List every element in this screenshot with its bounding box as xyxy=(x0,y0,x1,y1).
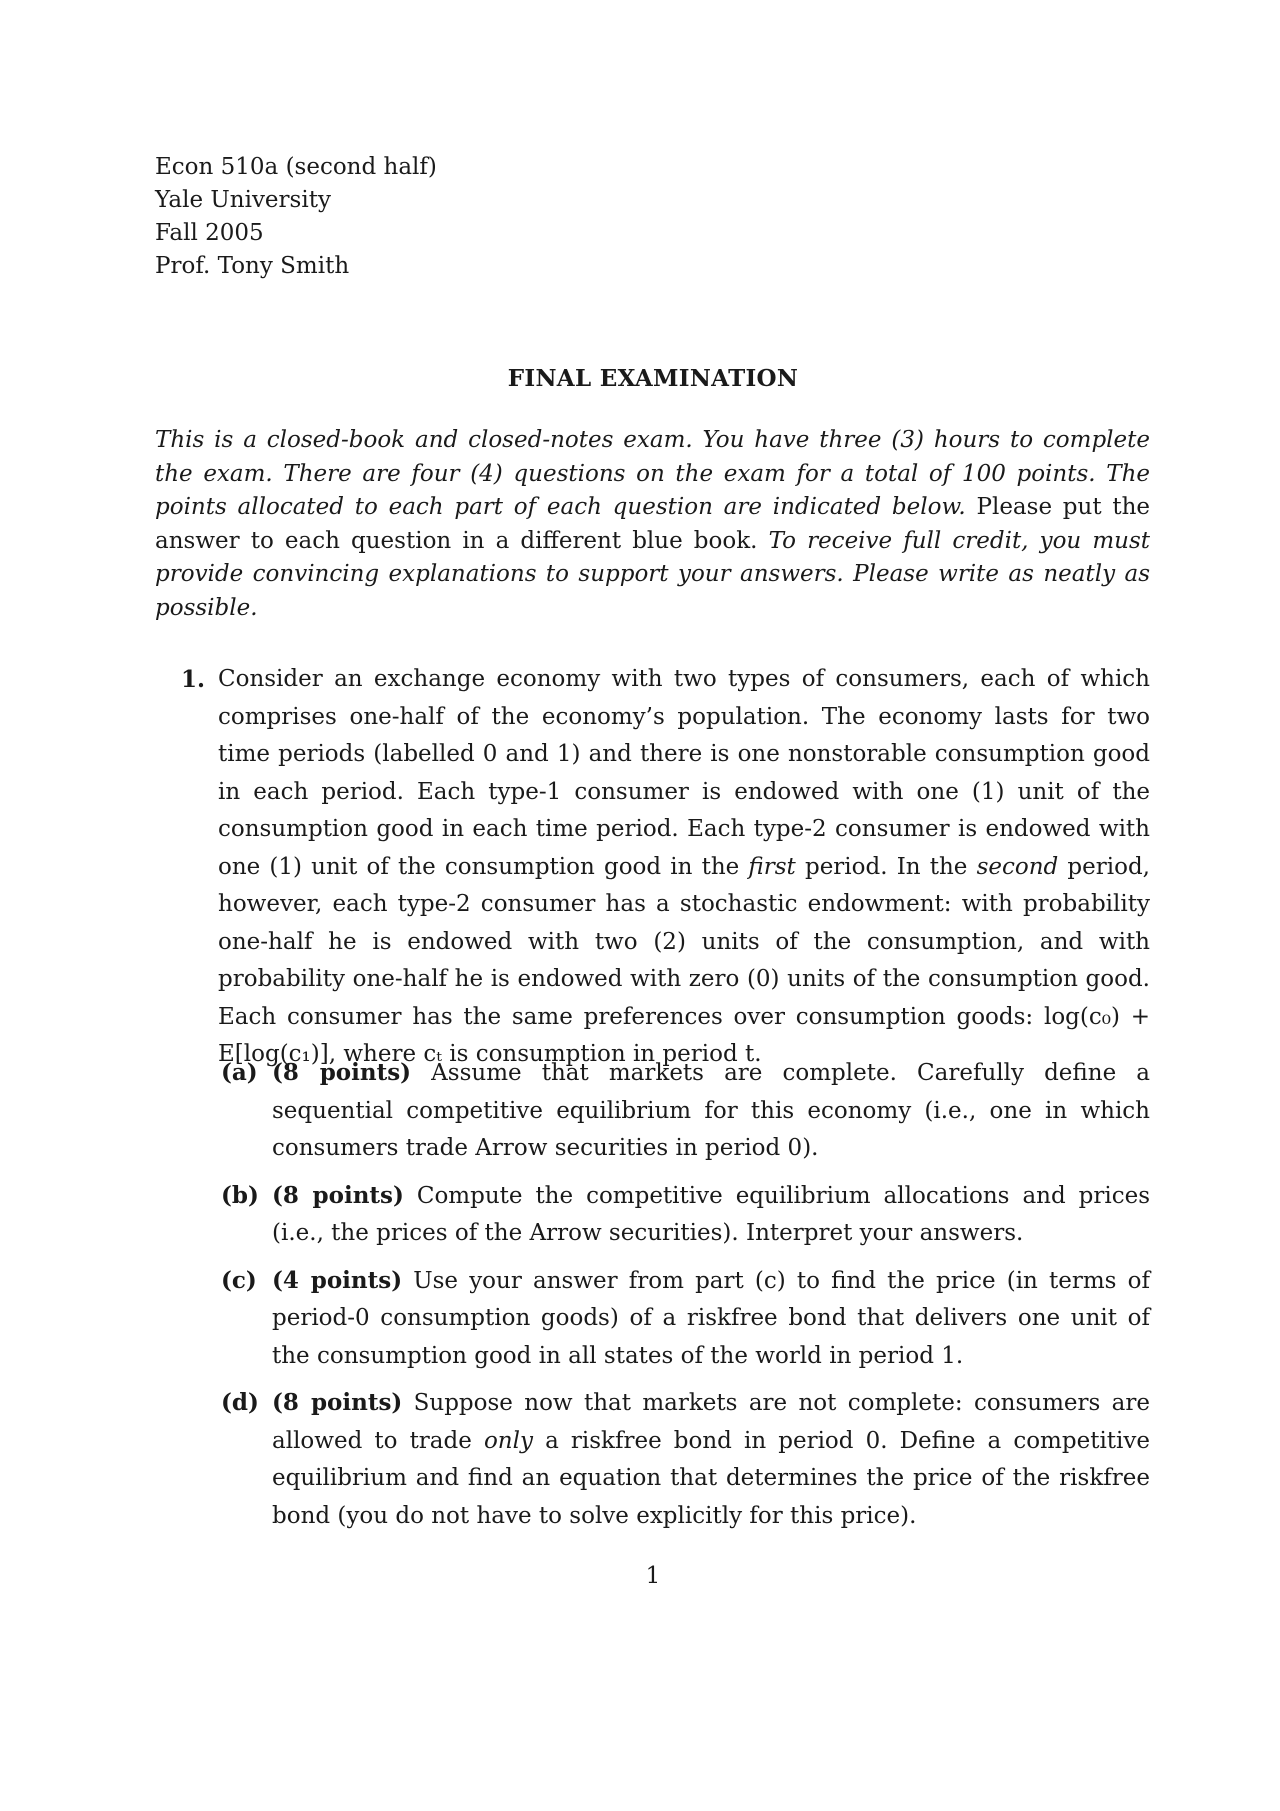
part-points: (8 points) xyxy=(272,1389,403,1416)
q1-emphasis-first: first xyxy=(748,853,796,880)
part-a xyxy=(221,1054,1150,1168)
question-1-text xyxy=(218,661,1150,1074)
part-points: (4 points) xyxy=(272,1266,403,1294)
instructions-italic-1: This is a closed-book and closed-notes exam. You have three (3) hours to complete the exam. There are four (4) questions on the exam for a total of 100 points. The points allocated to each part of each question are indicated below. xyxy=(155,427,1150,520)
part-label: (c) xyxy=(221,1266,257,1294)
part-points: (8 points) xyxy=(272,1059,412,1086)
part-text: Suppose now that markets are not complete: consumers are allowed to trade xyxy=(272,1390,1150,1454)
part-label: (d) xyxy=(221,1389,259,1416)
q1-text-part-b: period. In the xyxy=(804,853,968,880)
part-text-cont: a riskfree bond in period 0. Define a competitive equilibrium and find an equation that determines the price of the riskfree bond (you do not have to solve explicitly for this price). xyxy=(272,1427,1151,1529)
professor-name: Prof. Tony Smith xyxy=(155,253,350,279)
part-label: (a) xyxy=(221,1059,258,1086)
exam-instructions xyxy=(155,424,1150,625)
q1-preference-formula: log(c₀) + E[log(c₁)], where cₜ is consumption in period t. xyxy=(218,1003,1150,1067)
part-body xyxy=(272,1054,1150,1168)
exam-title: FINAL EXAMINATION xyxy=(507,365,799,392)
part-body xyxy=(272,1384,1150,1535)
part-text: Compute the competitive equilibrium allocations and prices (i.e., the prices of the Arrow securities). Interpret your answers. xyxy=(272,1182,1151,1246)
q1-emphasis-second: second xyxy=(976,853,1059,880)
question-1 xyxy=(181,661,1150,1074)
question-number: 1. xyxy=(181,666,206,693)
question-1-parts xyxy=(221,1054,1150,1544)
instructions-italic-2: To receive full credit, you must provide convincing explanations to support your answers. Please write as neatly as possible. xyxy=(155,527,1151,621)
exam-header xyxy=(155,151,437,283)
part-body xyxy=(272,1177,1150,1253)
q1-text-part-c: period, however, each type-2 consumer has a stochastic endowment: with probability one-half he is endowed with two (2) units of the consumption, and with probability one-half he is endowed with zero (0) units of the consumption good. Each consumer has the same preferences over consumption goods: xyxy=(218,853,1150,1030)
course-name: Econ 510a (second half) xyxy=(155,154,437,180)
part-text: Use your answer from part (c) to find the price (in terms of period-0 consumption goods) of a riskfree bond that delivers one unit of the consumption good in all states of the world in period 1. xyxy=(272,1267,1150,1369)
term: Fall 2005 xyxy=(155,220,264,246)
part-c xyxy=(221,1262,1150,1376)
part-b xyxy=(221,1177,1150,1253)
university-name: Yale University xyxy=(155,187,331,213)
q1-text-part-a: Consider an exchange economy with two types of consumers, each of which comprises one-half of the economy’s population. The economy lasts for two time periods (labelled 0 and 1) and there is one nonstorable consumption good in each period. Each type-1 consumer is endowed with one (1) unit of the consumption good in each time period. Each type-2 consumer is endowed with one (1) unit of the consumption good in the xyxy=(218,666,1150,880)
part-label: (b) xyxy=(221,1181,259,1209)
part-d xyxy=(221,1384,1150,1535)
part-text: Assume that markets are complete. Carefully define a sequential competitive equilibrium for this economy (i.e., one in which consumers trade Arrow securities in period 0). xyxy=(272,1060,1151,1161)
part-body xyxy=(272,1262,1150,1376)
part-emphasis-only: only xyxy=(483,1427,533,1454)
part-points: (8 points) xyxy=(272,1181,404,1209)
instructions-plain: Please put the answer to each question in a different blue book. xyxy=(155,494,1151,554)
page-number: 1 xyxy=(645,1563,661,1589)
